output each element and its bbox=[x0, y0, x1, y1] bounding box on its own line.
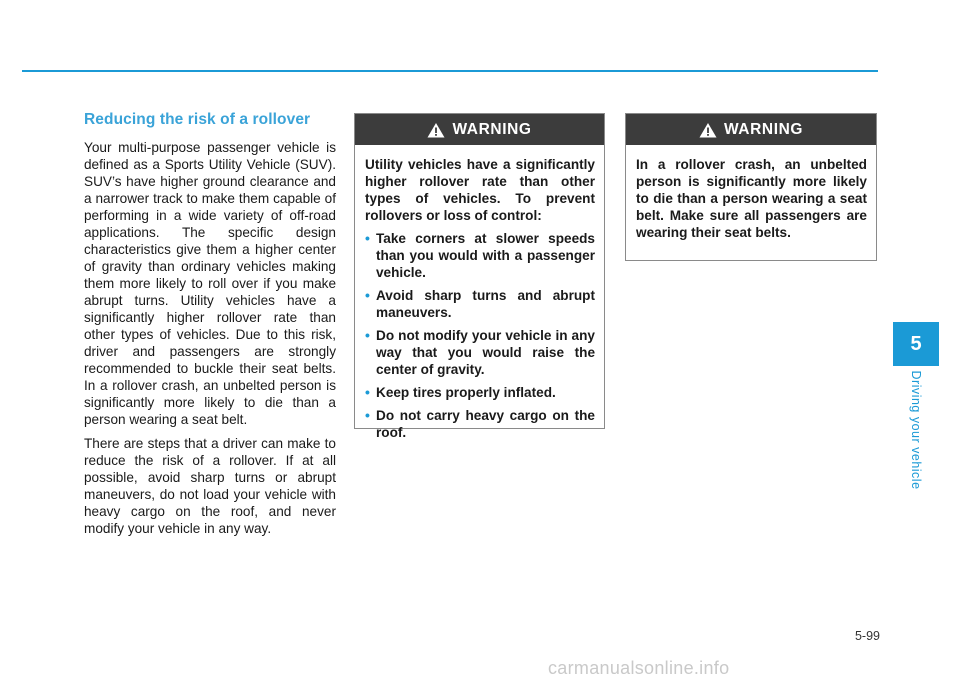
warning-list-item: • Take corners at slower speeds than you would with a passenger vehicle. bbox=[365, 230, 595, 280]
warning-box-rollover bbox=[354, 113, 605, 440]
warning-triangle-icon bbox=[699, 122, 717, 138]
page-number: 5-99 bbox=[854, 629, 880, 643]
chapter-title: Driving your vehicle bbox=[909, 370, 923, 490]
top-rule bbox=[22, 70, 878, 72]
warning-header bbox=[355, 114, 604, 145]
bullet-icon: • bbox=[365, 327, 370, 343]
warning-list-item: • Avoid sharp turns and abrupt maneuvers. bbox=[365, 287, 595, 320]
body-paragraph-1: Your multi-purpose passenger vehicle is defined as a Sports Utility Vehicle (SUV). SUV’s have higher ground clearance and a narrower track to make them capable of performing in a wide variety of off-road applications. The specific design characteristics give them a higher center of gravity than ordinary vehicles making them more likely to roll over if you make abrupt turns. Utility vehicles have a significantly higher rollover rate than other types of vehicles. Due to this risk, driver and passengers are strongly recommended to buckle their seat belts. In a rollover crash, an unbelted person is significantly more likely to die than a person wearing a seat belt. bbox=[84, 140, 336, 427]
warning-header-label: WARNING bbox=[723, 120, 804, 138]
warning-header-label: WARNING bbox=[452, 120, 532, 138]
chapter-tab: 5 bbox=[893, 322, 939, 366]
section-title: Reducing the risk of a rollover bbox=[84, 111, 311, 128]
bullet-icon: • bbox=[365, 287, 370, 303]
warning-text: In a rollover crash, an unbelted person is significantly more likely to die than a person wearing a seat belt. Make sure all passengers are wearing their seat belts. bbox=[636, 157, 867, 240]
bullet-icon: • bbox=[365, 230, 370, 246]
warning-header bbox=[626, 114, 876, 145]
warning-list-item: • Do not carry heavy cargo on the roof. bbox=[365, 407, 595, 440]
bullet-icon: • bbox=[365, 407, 370, 423]
watermark: carmanualsonline.info bbox=[548, 658, 730, 678]
warning-intro: Utility vehicles have a significantly higher rollover rate than other types of vehicles. To prevent rollovers or loss of control: bbox=[365, 157, 595, 223]
bullet-icon: • bbox=[365, 384, 370, 400]
warning-body bbox=[626, 145, 876, 257]
warning-triangle-icon bbox=[427, 122, 445, 138]
warning-body bbox=[355, 145, 604, 457]
warning-list-item: • Do not modify your vehicle in any way that you would raise the center of gravity. bbox=[365, 327, 595, 377]
body-paragraph-2: There are steps that a driver can make to reduce the risk of a rollover. If at all possible, avoid sharp turns or abrupt maneuvers, do not load your vehicle with heavy cargo on the roof, and never modify your vehicle in any way. bbox=[84, 436, 336, 536]
warning-list bbox=[365, 230, 595, 441]
warning-box-seatbelt bbox=[625, 113, 877, 261]
rollover-section bbox=[84, 111, 336, 544]
warning-list-item: • Keep tires properly inflated. bbox=[365, 384, 556, 400]
